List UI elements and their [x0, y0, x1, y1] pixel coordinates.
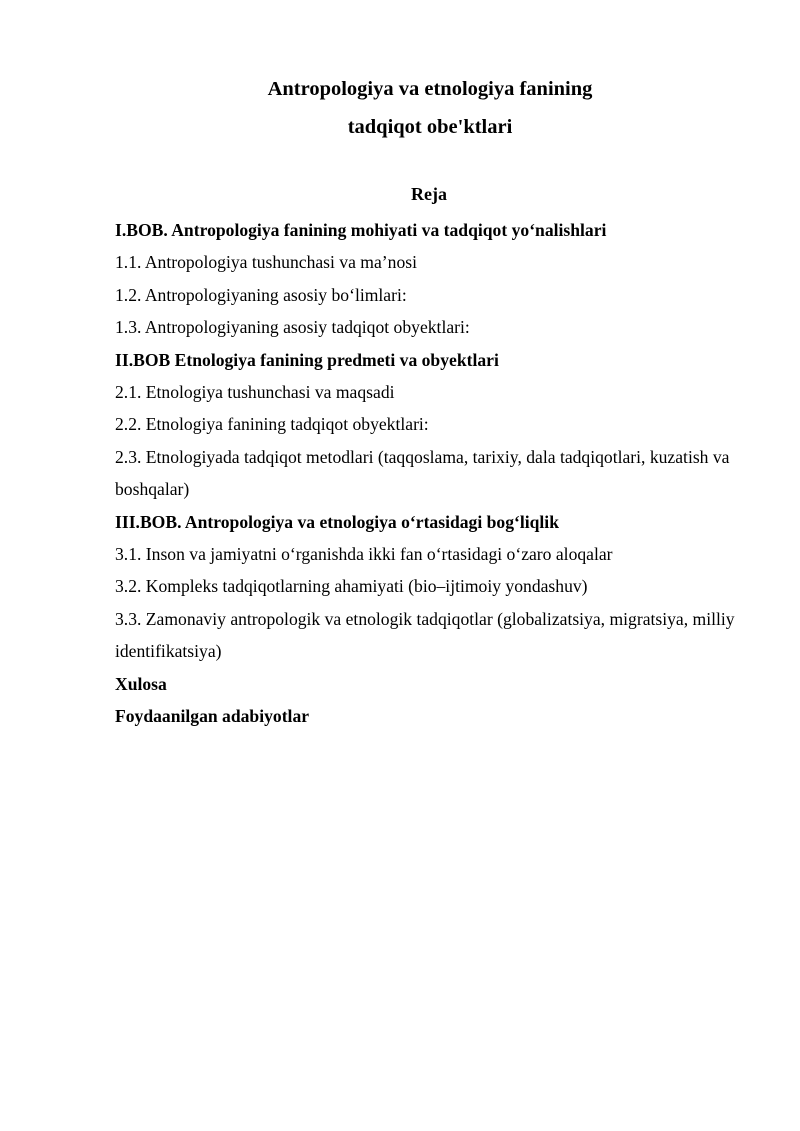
toc-section-3-3: 3.3. Zamonaviy antropologik va etnologik tadqiqotlar (globalizatsiya, migratsiya, milliy identifikatsiya) [115, 608, 735, 662]
toc-section-2-1: 2.1. Etnologiya tushunchasi va maqsadi [115, 382, 395, 403]
toc-section-3-1: 3.1. Inson va jamiyatni o‘rganishda ikki fan o‘rtasidagi o‘zaro aloqalar [115, 544, 613, 565]
toc-section-1-1: 1.1. Antropologiya tushunchasi va ma’nosi [115, 252, 417, 273]
toc-section-2-3: 2.3. Etnologiyada tadqiqot metodlari (taqqoslama, tarixiy, dala tadqiqotlari, kuzatish va boshqalar) [115, 446, 730, 500]
toc-chapter-3-heading: III.BOB. Antropologiya va etnologiya o‘rtasidagi bog‘liqlik [115, 511, 559, 532]
toc-section-2-2: 2.2. Etnologiya fanining tadqiqot obyektlari: [115, 414, 429, 435]
document-title-line-1: Antropologiya va etnologiya fanining [267, 78, 593, 100]
toc-conclusion: Xulosa [115, 673, 167, 694]
plan-heading: Reja [411, 184, 447, 204]
toc-chapter-2-heading: II.BOB Etnologiya fanining predmeti va obyektlari [115, 349, 499, 370]
toc-chapter-1-heading: I.BOB. Antropologiya fanining mohiyati va tadqiqot yo‘nalishlari [115, 220, 607, 240]
toc-section-1-3: 1.3. Antropologiyaning asosiy tadqiqot obyektlari: [115, 317, 470, 338]
document-title-line-2: tadqiqot obe'ktlari [347, 116, 513, 138]
toc-section-1-2: 1.2. Antropologiyaning asosiy bo‘limlari: [115, 284, 407, 305]
toc-section-3-2: 3.2. Kompleks tadqiqotlarning ahamiyati (bio–ijtimoiy yondashuv) [115, 576, 588, 597]
toc-references: Foydaanilgan adabiyotlar [115, 706, 310, 727]
table-of-contents [115, 214, 755, 733]
